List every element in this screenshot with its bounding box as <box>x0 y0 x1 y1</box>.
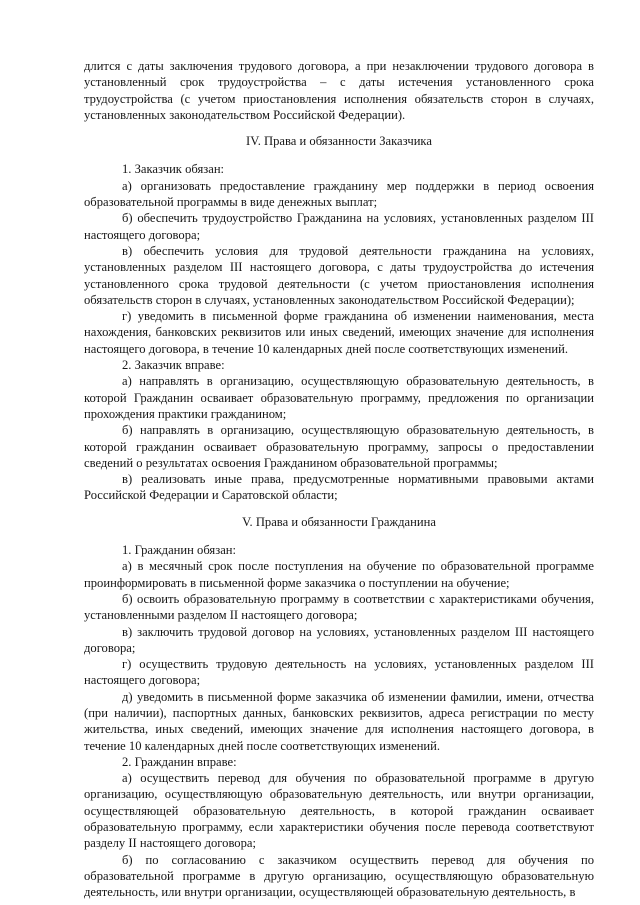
paragraph: а) в месячный срок после поступления на обучение по образовательной программе проинформировать в письменной форме заказчика о поступлении на обучение; <box>84 559 594 590</box>
paragraph: 1. Заказчик обязан: <box>122 162 225 177</box>
paragraph: б) обеспечить трудоустройство Гражданина на условиях, установленных разделом III настоящего договора; <box>84 211 594 242</box>
paragraph: б) по согласованию с заказчиком осуществить перевод для обучения по образовательной программе в другую организацию, осуществляющую образовательную деятельность, или внутри организации, осуществляющей образовательную деятельность, в <box>84 852 594 900</box>
section-title-customer: IV. Права и обязанности Заказчика <box>246 134 432 149</box>
paragraph: а) организовать предоставление гражданину мер поддержки в период освоения образовательной программы в виде денежных выплат; <box>84 178 594 210</box>
paragraph: д) уведомить в письменной форме заказчика об изменении фамилии, имени, отчества (при наличии), паспортных данных, банковских реквизитов, адреса регистрации по месту жительства, иных сведений, имеющих значение для исполнения настоящего договора, в течение 10 календарных дней после соответствующих изменений. <box>84 689 594 753</box>
section-title-citizen: V. Права и обязанности Гражданина <box>242 514 436 529</box>
paragraph: а) направлять в организацию, осуществляющую образовательную деятельность, в которой Гражданин осваивает образовательную программу, предложения по организации прохождения практики гражданином; <box>84 374 594 421</box>
paragraph: 1. Гражданин обязан: <box>122 543 237 558</box>
paragraph: г) уведомить в письменной форме гражданина об изменении наименования, места нахождения, банковских реквизитов или иных сведений, имеющих значение для исполнения настоящего договора, в течение 10 календарных дней после соответствующих изменений. <box>84 309 594 356</box>
paragraph: 2. Гражданин вправе: <box>122 754 237 769</box>
paragraph: г) осуществить трудовую деятельность на условиях, установленных разделом III настоящего договора; <box>84 657 594 688</box>
document-page <box>84 58 594 901</box>
paragraph: б) направлять в организацию, осуществляющую образовательную деятельность, в которой гражданин осваивает образовательную программу, запросы о предоставлении сведений о результатах освоения Гражданином образовательной программы; <box>84 423 594 470</box>
paragraph: а) осуществить перевод для обучения по образовательной программе в другую организацию, осуществляющую образовательную деятельность, или внутри организации, осуществляющей образовательную деятельность, в которой гражданин осваивает образовательную программу, если характеристики обучения после перевода соответствуют разделу II настоящего договора; <box>84 771 594 851</box>
paragraph: 2. Заказчик вправе: <box>122 358 225 373</box>
paragraph-continuation: длится с даты заключения трудового договора, а при незаключении трудового договора в установленный срок трудоустройства – с даты истечения установленного срока трудоустройства (с учетом приостановления исполнения обязательств сторон в случаях, установленных законодательством Российской Федерации). <box>84 59 594 122</box>
paragraph: в) обеспечить условия для трудовой деятельности гражданина на условиях, установленных разделом III настоящего договора, с даты трудоустройства до истечения установленного срока трудовой деятельности (с учетом приостановления исполнения обязательств сторон в случаях, установленных законодательством Российской Федерации); <box>84 243 594 307</box>
paragraph: в) заключить трудовой договор на условиях, установленных разделом III настоящего договора; <box>84 624 594 655</box>
paragraph: б) освоить образовательную программу в соответствии с характеристиками обучения, установленными разделом II настоящего договора; <box>84 591 594 623</box>
paragraph: в) реализовать иные права, предусмотренные нормативными правовыми актами Российской Федерации и Саратовской области; <box>84 472 594 503</box>
